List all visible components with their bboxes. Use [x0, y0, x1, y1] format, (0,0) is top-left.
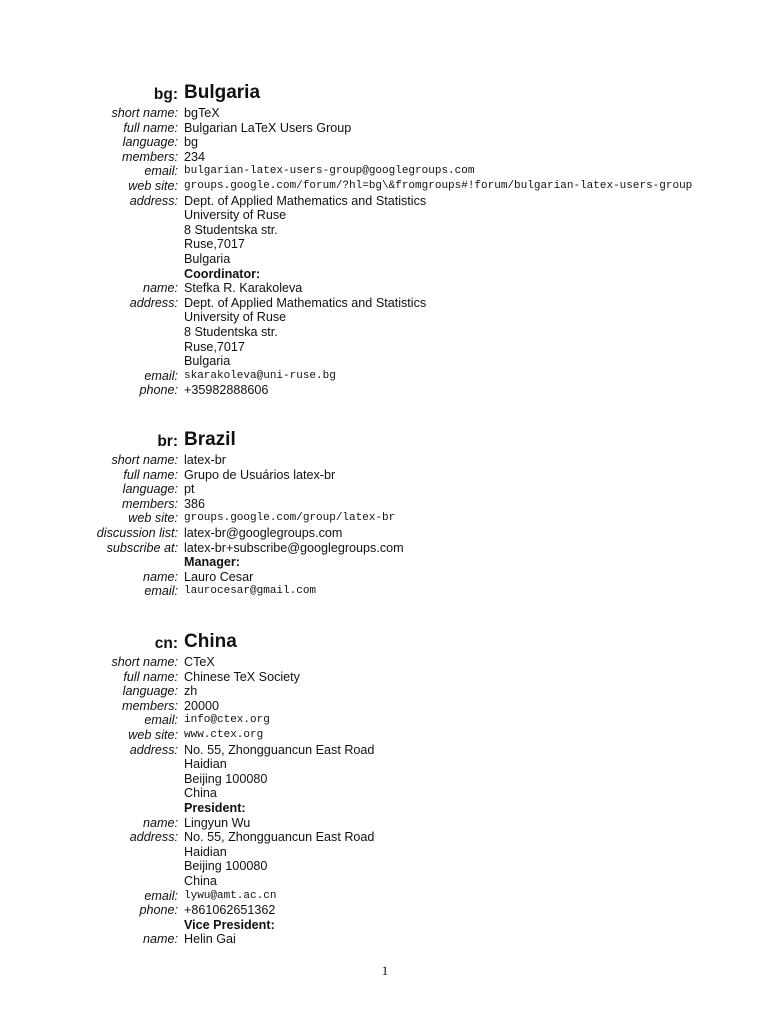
field-value: China — [184, 873, 217, 888]
field-value: Beijing 100080 — [184, 771, 268, 786]
field-value: Ruse,7017 — [184, 237, 245, 252]
field-row — [0, 743, 770, 758]
field-row — [0, 699, 770, 714]
field-label: name: — [142, 569, 178, 584]
field-value: Ruse,7017 — [184, 339, 245, 354]
field-value: bulgarian-latex-users-group@googlegroups.com — [184, 165, 475, 178]
field-label: address: — [129, 193, 178, 208]
field-label: full name: — [123, 120, 178, 135]
field-value: 20000 — [184, 698, 220, 713]
field-row — [0, 325, 770, 340]
field-value: groups.google.com/group/latex-br — [184, 512, 396, 525]
field-row — [0, 310, 770, 325]
field-label: address: — [129, 742, 178, 757]
field-value: Dept. of Applied Mathematics and Statistics — [184, 295, 427, 310]
field-row — [0, 468, 770, 483]
group-heading — [0, 82, 770, 106]
field-value: +35982888606 — [184, 383, 269, 398]
field-row — [0, 281, 770, 296]
field-row — [0, 859, 770, 874]
field-row — [0, 150, 770, 165]
field-value: bg — [184, 135, 199, 150]
role-heading: Coordinator: — [184, 266, 261, 281]
field-value: Stefka R. Karakoleva — [184, 281, 303, 296]
group-heading — [0, 429, 770, 453]
page-number: 1 — [381, 963, 389, 978]
field-row — [0, 684, 770, 699]
field-label: language: — [122, 135, 178, 150]
field-value: info@ctex.org — [184, 714, 270, 727]
field-value: China — [184, 786, 217, 801]
field-row — [0, 845, 770, 860]
field-row — [0, 830, 770, 845]
field-label: full name: — [123, 467, 178, 482]
field-row — [0, 267, 770, 282]
field-value: bgTeX — [184, 106, 220, 120]
group-rows — [0, 655, 770, 947]
field-value: 8 Studentska str. — [184, 222, 278, 237]
field-label: members: — [122, 698, 178, 713]
field-value: Chinese TeX Society — [184, 669, 300, 684]
field-label: email: — [144, 164, 178, 179]
field-label: email: — [144, 888, 178, 903]
field-value: Haidian — [184, 757, 227, 772]
field-value: www.ctex.org — [184, 728, 264, 741]
field-row — [0, 713, 770, 728]
field-label: name: — [142, 281, 178, 296]
field-row — [0, 106, 770, 121]
field-value: lywu@amt.ac.cn — [184, 889, 277, 902]
field-row — [0, 801, 770, 816]
field-row — [0, 497, 770, 512]
role-heading: Manager: — [184, 555, 240, 570]
field-value: Bulgaria — [184, 354, 231, 369]
field-row — [0, 121, 770, 136]
field-label: short name: — [111, 655, 178, 669]
field-value: Bulgarian LaTeX Users Group — [184, 120, 352, 135]
field-row — [0, 296, 770, 311]
field-row — [0, 340, 770, 355]
field-value: University of Ruse — [184, 208, 287, 223]
country-name: Bulgaria — [184, 82, 261, 103]
field-row — [0, 369, 770, 384]
field-value: latex-br+subscribe@googlegroups.com — [184, 540, 404, 555]
field-value: Lingyun Wu — [184, 815, 251, 830]
field-label: web site: — [128, 511, 178, 526]
field-row — [0, 237, 770, 252]
field-value: pt — [184, 482, 195, 497]
group-rows — [0, 106, 770, 398]
field-value: +861062651362 — [184, 903, 276, 918]
field-label: name: — [142, 932, 178, 947]
field-row — [0, 918, 770, 933]
field-label: subscribe at: — [106, 540, 178, 555]
field-row — [0, 555, 770, 570]
field-label: web site: — [128, 727, 178, 742]
role-heading: President: — [184, 800, 246, 815]
field-label: name: — [142, 815, 178, 830]
field-value: 8 Studentska str. — [184, 324, 278, 339]
field-label: web site: — [128, 178, 178, 193]
field-value: groups.google.com/forum/?hl=bg\&fromgroups#!forum/bulgarian-latex-users-group — [184, 179, 693, 192]
field-value: No. 55, Zhongguancun East Road — [184, 830, 375, 845]
field-value: Helin Gai — [184, 932, 236, 947]
field-row — [0, 194, 770, 209]
field-row — [0, 655, 770, 670]
field-value: Grupo de Usuários latex-br — [184, 467, 336, 482]
field-value: zh — [184, 684, 198, 699]
field-label: discussion list: — [96, 525, 178, 540]
country-code: bg: — [153, 86, 178, 103]
field-label: language: — [122, 482, 178, 497]
group-bulgaria — [0, 82, 770, 398]
field-value: Dept. of Applied Mathematics and Statistics — [184, 193, 427, 208]
field-label: members: — [122, 149, 178, 164]
field-row — [0, 584, 770, 599]
field-row — [0, 511, 770, 526]
field-row — [0, 164, 770, 179]
field-value: Haidian — [184, 844, 227, 859]
field-label: address: — [129, 830, 178, 845]
field-label: members: — [122, 496, 178, 511]
field-value: 386 — [184, 496, 206, 511]
field-label: short name: — [111, 453, 178, 467]
field-value: Lauro Cesar — [184, 569, 254, 584]
field-value: skarakoleva@uni-ruse.bg — [184, 369, 336, 382]
field-row — [0, 135, 770, 150]
group-china — [0, 631, 770, 947]
country-code: cn: — [154, 635, 178, 652]
group-brazil — [0, 429, 770, 599]
field-value: latex-br — [184, 453, 226, 467]
field-label: full name: — [123, 669, 178, 684]
field-row — [0, 383, 770, 398]
field-row — [0, 482, 770, 497]
field-value: latex-br@googlegroups.com — [184, 525, 343, 540]
field-row — [0, 757, 770, 772]
group-heading — [0, 631, 770, 655]
field-row — [0, 786, 770, 801]
field-value: Beijing 100080 — [184, 859, 268, 874]
field-row — [0, 208, 770, 223]
field-label: short name: — [111, 106, 178, 120]
field-label: phone: — [139, 383, 178, 398]
field-value: Bulgaria — [184, 251, 231, 266]
field-label: email: — [144, 713, 178, 728]
field-row — [0, 223, 770, 238]
field-label: email: — [144, 368, 178, 383]
group-rows — [0, 453, 770, 599]
field-row — [0, 453, 770, 468]
field-row — [0, 179, 770, 194]
field-value: 234 — [184, 149, 206, 164]
field-row — [0, 728, 770, 743]
field-value: No. 55, Zhongguancun East Road — [184, 742, 375, 757]
field-value: CTeX — [184, 655, 215, 669]
country-name: Brazil — [184, 429, 236, 450]
field-row — [0, 932, 770, 947]
field-row — [0, 670, 770, 685]
field-row — [0, 874, 770, 889]
field-label: email: — [144, 584, 178, 599]
country-code: br: — [157, 433, 178, 450]
field-row — [0, 354, 770, 369]
country-name: China — [184, 631, 237, 652]
role-heading: Vice President: — [184, 917, 275, 932]
field-value: laurocesar@gmail.com — [184, 585, 317, 598]
field-row — [0, 903, 770, 918]
field-label: address: — [129, 295, 178, 310]
field-label: language: — [122, 684, 178, 699]
field-row — [0, 541, 770, 556]
field-row — [0, 526, 770, 541]
field-row — [0, 252, 770, 267]
field-label: phone: — [139, 903, 178, 918]
field-row — [0, 889, 770, 904]
field-row — [0, 816, 770, 831]
field-value: University of Ruse — [184, 310, 287, 325]
field-row — [0, 772, 770, 787]
field-row — [0, 570, 770, 585]
